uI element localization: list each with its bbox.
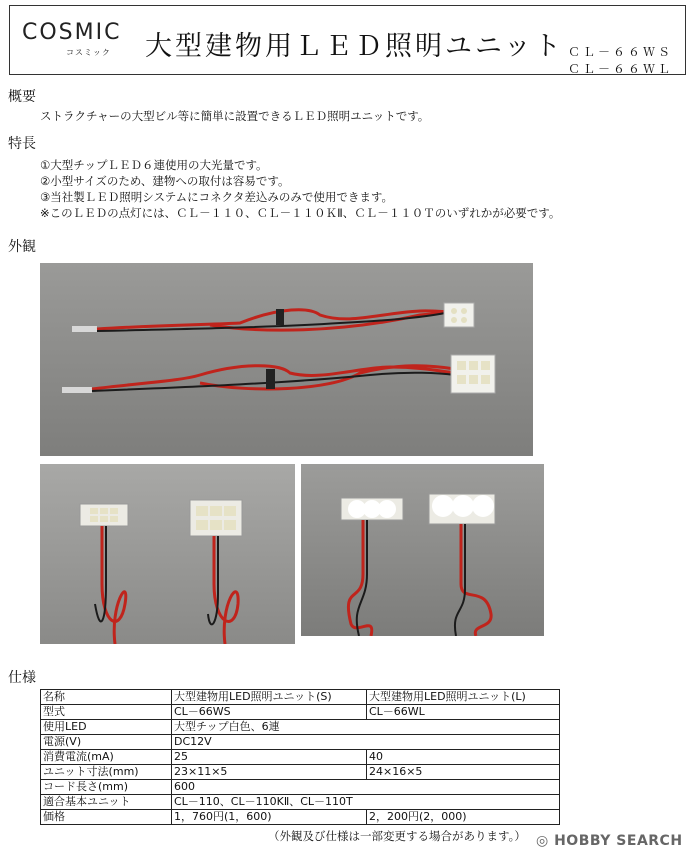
spec-value-s: 25 (172, 750, 367, 765)
product-photo-unlit (40, 464, 295, 644)
spec-value-s: 大型建物用LED照明ユニット(S) (172, 690, 367, 705)
appearance-heading: 外観 (8, 239, 36, 255)
watermark-icon: ◎ (536, 833, 549, 849)
spec-label: 価格 (41, 810, 172, 825)
spec-label: 型式 (41, 705, 172, 720)
feature-item: ②小型サイズのため、建物への取付は容易です。 (40, 174, 290, 188)
logo-text: COSMIC (22, 20, 122, 45)
specs-heading: 仕様 (8, 670, 36, 686)
table-row (41, 705, 560, 720)
model-code-ws: ＣＬ－６６ＷＳ (567, 45, 673, 59)
product-photo-lit-drawing (301, 464, 544, 636)
spec-label: 名称 (41, 690, 172, 705)
table-row (41, 765, 560, 780)
disclaimer-note: （外観及び仕様は一部変更する場合があります。） (268, 829, 526, 843)
spec-label: ユニット寸法(mm) (41, 765, 172, 780)
spec-value: CL－110、CL－110KⅡ、CL－110T (172, 795, 560, 810)
spec-table (40, 689, 560, 825)
spec-value-l: 大型建物用LED照明ユニット(L) (367, 690, 560, 705)
spec-value-l: 2，200円(2，000) (367, 810, 560, 825)
spec-label: コード長さ(mm) (41, 780, 172, 795)
spec-value-s: CL－66WS (172, 705, 367, 720)
spec-value: DC12V (172, 735, 560, 750)
spec-value-l: CL－66WL (367, 705, 560, 720)
cosmic-logo (22, 20, 122, 60)
spec-value: 600 (172, 780, 560, 795)
product-photo-lit (301, 464, 544, 636)
header-box (9, 5, 686, 75)
spec-value-l: 24×16×5 (367, 765, 560, 780)
logo-sub-text: コスミック (66, 48, 111, 57)
spec-label: 電源(V) (41, 735, 172, 750)
features-heading: 特長 (8, 136, 36, 152)
table-row (41, 750, 560, 765)
spec-value-s: 23×11×5 (172, 765, 367, 780)
spec-value: 大型チップ白色、6連 (172, 720, 560, 735)
product-photo-unlit-drawing (40, 464, 295, 644)
table-row (41, 780, 560, 795)
model-code-wl: ＣＬ－６６ＷＬ (567, 62, 673, 76)
table-row (41, 720, 560, 735)
table-row (41, 690, 560, 705)
feature-item: ③当社製ＬＥＤ照明システムにコネクタ差込みのみで使用できます。 (40, 190, 394, 204)
table-row (41, 810, 560, 825)
spec-label: 適合基本ユニット (41, 795, 172, 810)
watermark-text: HOBBY SEARCH (554, 833, 683, 849)
feature-item: ①大型チップＬＥＤ６連使用の大光量です。 (40, 158, 268, 172)
overview-text: ストラクチャーの大型ビル等に簡単に設置できるＬＥＤ照明ユニットです。 (40, 109, 430, 123)
spec-label: 消費電流(mA) (41, 750, 172, 765)
overview-heading: 概要 (8, 89, 36, 105)
spec-label: 使用LED (41, 720, 172, 735)
page-title: 大型建物用ＬＥＤ照明ユニット (145, 31, 564, 62)
table-row (41, 795, 560, 810)
product-photo-main (40, 263, 533, 456)
table-row (41, 735, 560, 750)
spec-value-s: 1，760円(1，600) (172, 810, 367, 825)
hobbysearch-watermark (536, 833, 683, 849)
product-photo-main-drawing (40, 263, 533, 456)
spec-value-l: 40 (367, 750, 560, 765)
feature-note: ※このＬＥＤの点灯には、ＣＬ－１１０、ＣＬ－１１０ＫⅡ、ＣＬ－１１０Ｔのいずれかが必要です。 (40, 206, 561, 220)
